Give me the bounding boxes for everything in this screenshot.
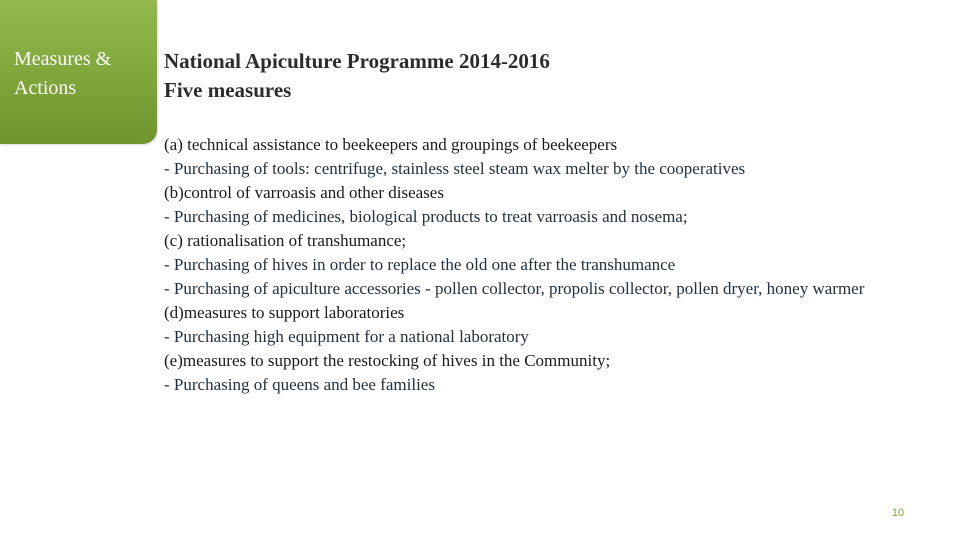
measure-line: - Purchasing of hives in order to replace the old one after the transhumance bbox=[164, 255, 676, 274]
measure-line: (a) technical assistance to beekeepers and groupings of beekeepers bbox=[164, 135, 618, 154]
measure-line: (b)control of varroasis and other diseases bbox=[164, 183, 444, 202]
measure-line: (c) rationalisation of transhumance; bbox=[164, 231, 407, 250]
measure-line: (d)measures to support laboratories bbox=[164, 303, 405, 322]
section-label-line2: Actions bbox=[14, 77, 77, 99]
measure-line: - Purchasing of queens and bee families bbox=[164, 375, 435, 394]
section-header-box bbox=[0, 0, 157, 144]
measure-line: - Purchasing of medicines, biological products to treat varroasis and nosema; bbox=[164, 207, 688, 226]
slide-title-line1: National Apiculture Programme 2014-2016 bbox=[164, 49, 550, 73]
slide-title bbox=[164, 47, 924, 105]
measure-line: - Purchasing of apiculture accessories - pollen collector, propolis collector, pollen dryer, honey warmer bbox=[164, 279, 865, 298]
measure-line: - Purchasing high equipment for a national laboratory bbox=[164, 327, 529, 346]
section-label-line1: Measures & bbox=[14, 48, 112, 70]
measures-list bbox=[164, 133, 884, 397]
measure-line: (e)measures to support the restocking of hives in the Community; bbox=[164, 351, 611, 370]
slide-title-line2: Five measures bbox=[164, 78, 292, 102]
page-number: 10 bbox=[891, 507, 905, 519]
measure-line: - Purchasing of tools: centrifuge, stainless steel steam wax melter by the cooperatives bbox=[164, 159, 746, 178]
section-label bbox=[14, 45, 154, 103]
